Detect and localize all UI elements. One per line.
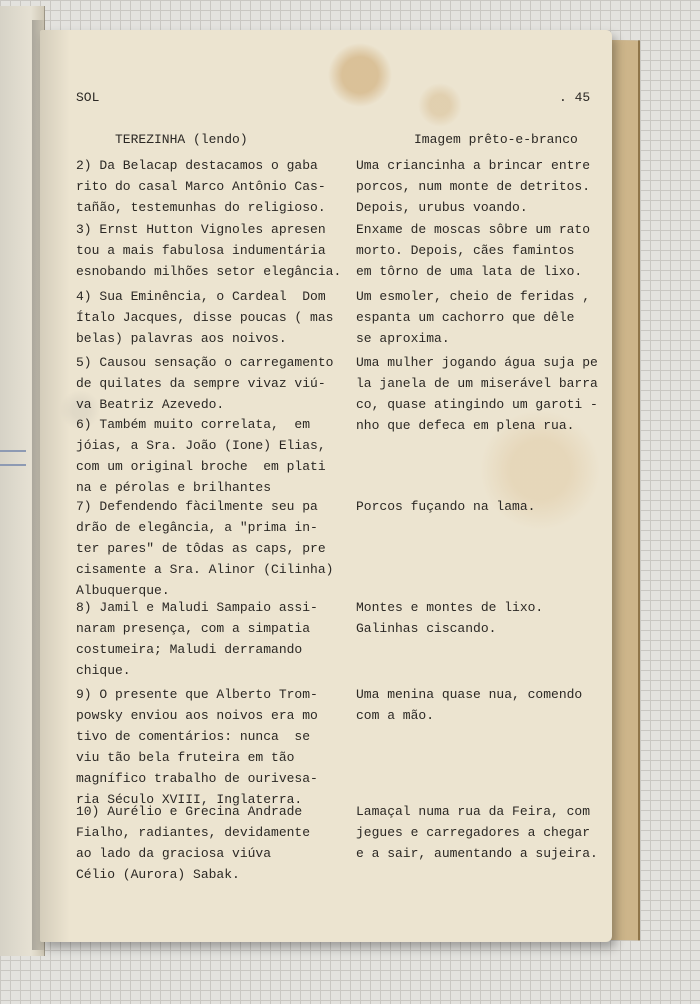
entry-line: chique. [76, 663, 131, 678]
entry-text [76, 155, 326, 218]
entry-line: esnobando milhões setor elegância. [76, 264, 342, 279]
header-title: SOL [76, 90, 100, 105]
right-column-title: Imagem prêto-e-branco [414, 132, 578, 147]
entry-line: 9) O presente que Alberto Trom- [76, 687, 318, 702]
entry-line: 8) Jamil e Maludi Sampaio assi- [76, 600, 318, 615]
image-line: em tôrno de uma lata de lixo. [356, 264, 583, 279]
entry-line: Célio (Aurora) Sabak. [76, 867, 240, 882]
entry-line: 10) Aurélio e Grecina Andrade [76, 804, 303, 819]
entry-text [76, 352, 333, 415]
image-line: se aproxima. [356, 331, 450, 346]
image-line: Montes e montes de lixo. [356, 600, 544, 615]
image-description [356, 496, 535, 517]
typed-page [40, 30, 612, 942]
entry-text [76, 597, 318, 681]
entry-line: viu tão bela fruteira em tão [76, 750, 295, 765]
entry-line: belas) palavras aos noivos. [76, 331, 287, 346]
image-line: Uma criancinha a brincar entre [356, 158, 591, 173]
entry-line: va Beatriz Azevedo. [76, 397, 225, 412]
image-line: co, quase atingindo um garoti - [356, 397, 598, 412]
image-line: Galinhas ciscando. [356, 621, 497, 636]
entry-text [76, 219, 341, 282]
entry-text [76, 684, 318, 810]
entry-line: Albuquerque. [76, 583, 170, 598]
image-line: morto. Depois, cães famintos [356, 243, 575, 258]
image-line: Enxame de moscas sôbre um rato [356, 222, 591, 237]
image-line: e a sair, aumentando a sujeira. [356, 846, 598, 861]
entry-line: de quilates da sempre vivaz viú- [76, 376, 326, 391]
entry-line: 7) Defendendo fàcilmente seu pa [76, 499, 318, 514]
entry-text [76, 286, 333, 349]
image-line: jegues e carregadores a chegar [356, 825, 591, 840]
entry-line: powsky enviou aos noivos era mo [76, 708, 318, 723]
entry-line: magnífico trabalho de ourivesa- [76, 771, 318, 786]
entry-line: jóias, a Sra. João (Ione) Elias, [76, 438, 326, 453]
image-line: Depois, urubus voando. [356, 200, 528, 215]
image-line: espanta um cachorro que dêle [356, 310, 575, 325]
ink-mark [0, 464, 26, 466]
image-line: Uma mulher jogando água suja pe [356, 355, 598, 370]
image-line: la janela de um miserável barra [356, 376, 598, 391]
entry-line: 4) Sua Eminência, o Cardeal Dom [76, 289, 326, 304]
entry-line: tivo de comentários: nunca se [76, 729, 311, 744]
entry-line: 2) Da Belacap destacamos o gaba [76, 158, 318, 173]
page-number: . 45 [559, 90, 591, 105]
image-line: Lamaçal numa rua da Feira, com [356, 804, 591, 819]
entry-line: tou a mais fabulosa indumentária [76, 243, 326, 258]
left-column-title: TEREZINHA (lendo) [115, 132, 248, 147]
image-description [356, 155, 590, 218]
entry-line: naram presença, com a simpatia [76, 621, 311, 636]
entry-line: na e pérolas e brilhantes [76, 480, 272, 495]
entry-line: ria Século XVIII, Inglaterra. [76, 792, 303, 807]
entry-line: 5) Causou sensação o carregamento [76, 355, 334, 370]
entry-line: drão de elegância, a "prima in- [76, 520, 318, 535]
entry-line: rito do casal Marco Antônio Cas- [76, 179, 326, 194]
ink-mark [0, 450, 26, 452]
entry-text [76, 801, 310, 885]
entry-text [76, 496, 333, 601]
entry-line: Fialho, radiantes, devidamente [76, 825, 311, 840]
entry-text [76, 414, 326, 498]
image-line: Porcos fuçando na lama. [356, 499, 536, 514]
entry-line: 6) Também muito correlata, em [76, 417, 311, 432]
image-description [356, 286, 590, 349]
entry-line: costumeira; Maludi derramando [76, 642, 303, 657]
entry-line: cisamente a Sra. Alinor (Cilinha) [76, 562, 334, 577]
image-line: Uma menina quase nua, comendo [356, 687, 583, 702]
image-line: nho que defeca em plena rua. [356, 418, 575, 433]
image-line: com a mão. [356, 708, 435, 723]
image-description [356, 597, 543, 639]
image-description [356, 352, 598, 436]
entry-line: Ítalo Jacques, disse poucas ( mas [76, 310, 334, 325]
image-line: Um esmoler, cheio de feridas , [356, 289, 591, 304]
image-line: porcos, num monte de detritos. [356, 179, 591, 194]
entry-line: ao lado da graciosa viúva [76, 846, 272, 861]
entry-line: tañão, testemunhas do religioso. [76, 200, 326, 215]
image-description [356, 801, 598, 864]
entry-line: ter pares" de tôdas as caps, pre [76, 541, 326, 556]
entry-line: com um original broche em plati [76, 459, 326, 474]
image-description [356, 684, 582, 726]
entry-line: 3) Ernst Hutton Vignoles apresen [76, 222, 326, 237]
image-description [356, 219, 590, 282]
